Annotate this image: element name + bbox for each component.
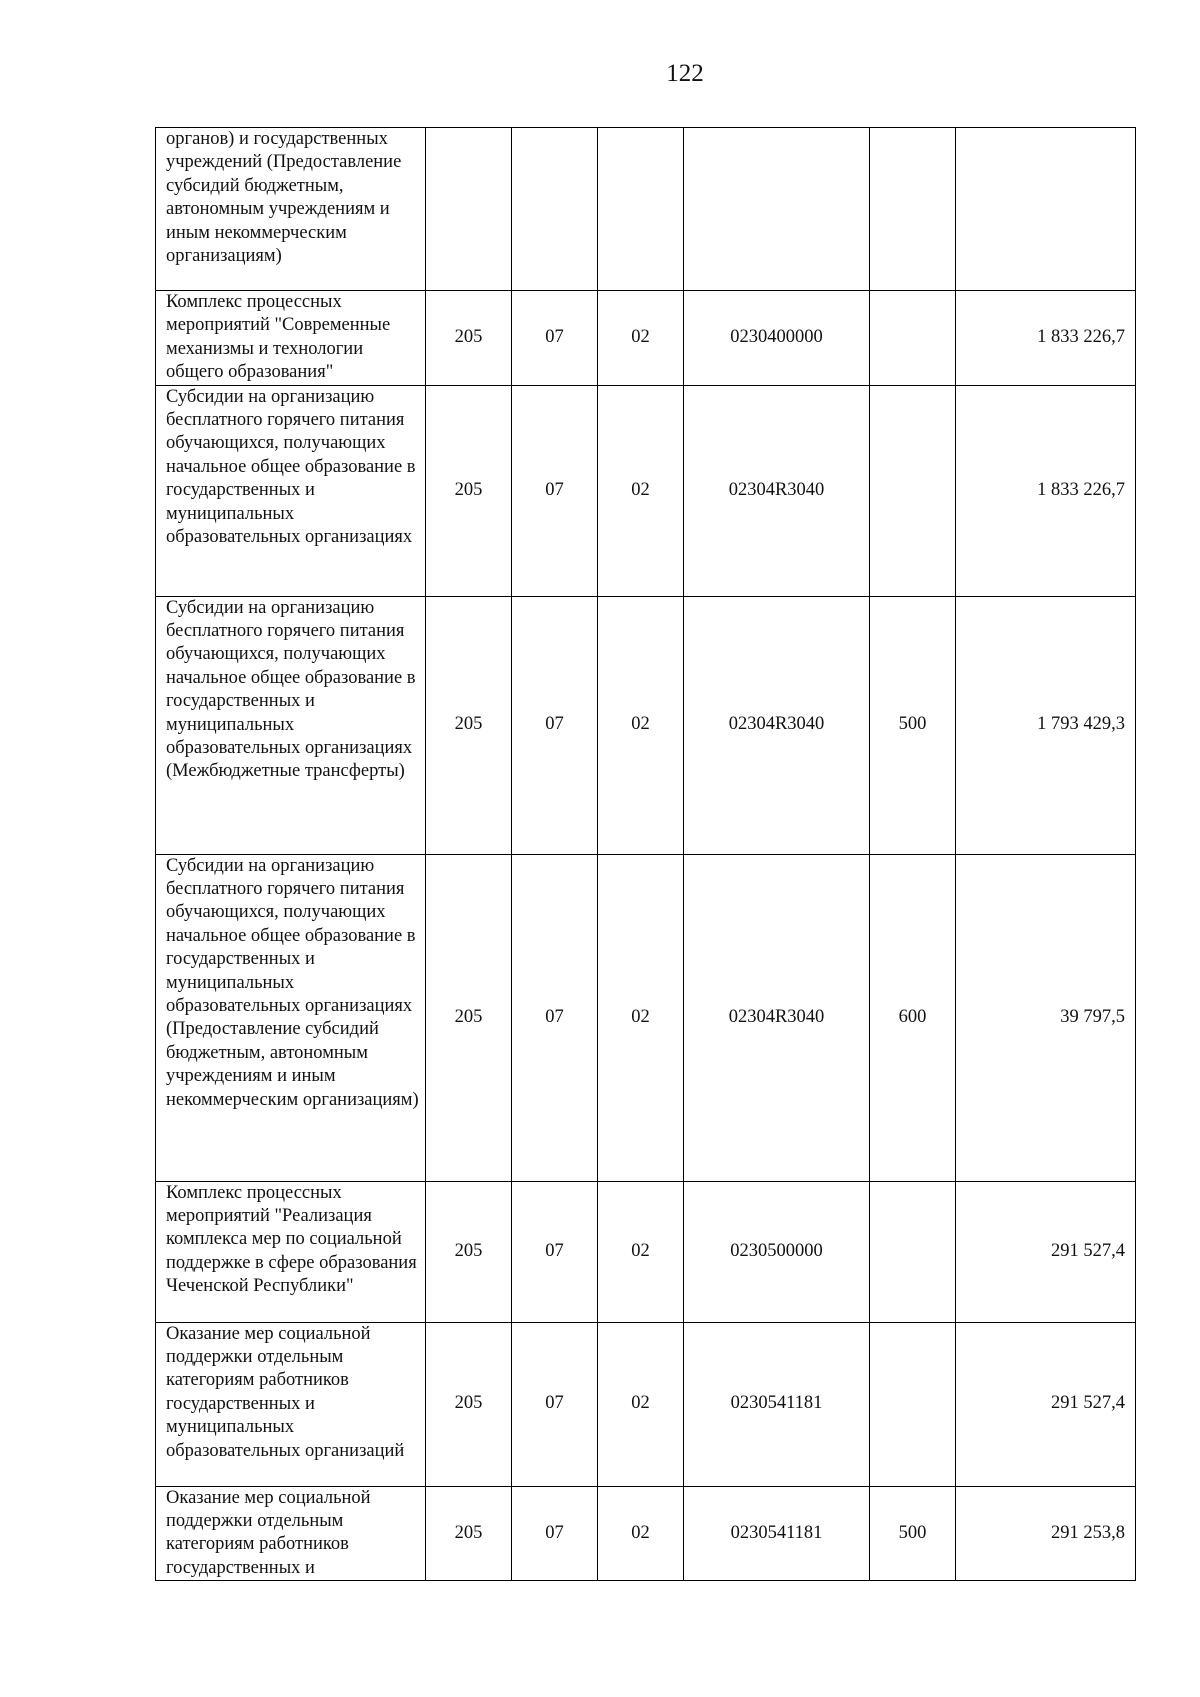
row-rz: 07 [512, 385, 598, 596]
row-rz: 07 [512, 1322, 598, 1486]
page-number: 122 [666, 60, 704, 87]
row-ved: 205 [426, 596, 512, 854]
row-vr: 500 [870, 596, 956, 854]
row-ved: 205 [426, 1181, 512, 1322]
row-vr: 600 [870, 854, 956, 1181]
table-row [156, 1322, 1136, 1486]
table-row [156, 385, 1136, 596]
row-pr: 02 [598, 1181, 684, 1322]
row-vr: 500 [870, 1486, 956, 1581]
row-name: Субсидии на организацию бесплатного горячего питания обучающихся, получающих начальное общее образование в государственных и муниципальных образовательных организациях (Межбюджетные трансферты) [156, 596, 426, 854]
row-vr [870, 385, 956, 596]
row-name: Оказание мер социальной поддержки отдельным категориям работников государственных и муниципальных образовательных организаций [156, 1322, 426, 1486]
row-pr [598, 128, 684, 291]
row-rz: 07 [512, 1181, 598, 1322]
row-vr [870, 291, 956, 386]
row-ved: 205 [426, 385, 512, 596]
row-vr [870, 1322, 956, 1486]
row-name: Комплекс процессных мероприятий "Реализация комплекса мер по социальной поддержке в сфере образования Чеченской Республики" [156, 1181, 426, 1322]
row-sum: 291 527,4 [956, 1322, 1136, 1486]
row-vr [870, 128, 956, 291]
row-rz: 07 [512, 291, 598, 386]
row-sum: 39 797,5 [956, 854, 1136, 1181]
row-sum: 291 253,8 [956, 1486, 1136, 1581]
row-name: Субсидии на организацию бесплатного горячего питания обучающихся, получающих начальное общее образование в государственных и муниципальных образовательных организациях (Предоставление субсидий бюджетным, автономным учреждениям и иным некоммерческим организациям) [156, 854, 426, 1181]
row-csr: 0230500000 [684, 1181, 870, 1322]
row-csr: 0230541181 [684, 1486, 870, 1581]
table-row [156, 1181, 1136, 1322]
table-row [156, 128, 1136, 291]
row-pr: 02 [598, 596, 684, 854]
row-csr: 02304R3040 [684, 596, 870, 854]
row-name: Оказание мер социальной поддержки отдельным категориям работников государственных и [156, 1486, 426, 1581]
row-name: органов) и государственных учреждений (Предоставление субсидий бюджетным, автономным учреждениям и иным некоммерческим организациям) [156, 128, 426, 291]
row-csr: 0230541181 [684, 1322, 870, 1486]
row-pr: 02 [598, 291, 684, 386]
row-pr: 02 [598, 385, 684, 596]
table-row [156, 854, 1136, 1181]
row-ved: 205 [426, 1486, 512, 1581]
budget-table [155, 127, 1136, 1581]
row-csr [684, 128, 870, 291]
row-rz: 07 [512, 596, 598, 854]
row-ved: 205 [426, 1322, 512, 1486]
row-sum: 1 793 429,3 [956, 596, 1136, 854]
row-rz [512, 128, 598, 291]
row-vr [870, 1181, 956, 1322]
row-sum [956, 128, 1136, 291]
row-pr: 02 [598, 1322, 684, 1486]
row-sum: 1 833 226,7 [956, 385, 1136, 596]
row-sum: 1 833 226,7 [956, 291, 1136, 386]
row-sum: 291 527,4 [956, 1181, 1136, 1322]
row-csr: 0230400000 [684, 291, 870, 386]
row-csr: 02304R3040 [684, 854, 870, 1181]
row-ved [426, 128, 512, 291]
row-ved: 205 [426, 854, 512, 1181]
row-pr: 02 [598, 1486, 684, 1581]
row-name: Субсидии на организацию бесплатного горячего питания обучающихся, получающих начальное общее образование в государственных и муниципальных образовательных организациях [156, 385, 426, 596]
row-name: Комплекс процессных мероприятий "Современные механизмы и технологии общего образования" [156, 291, 426, 386]
table-row [156, 596, 1136, 854]
row-pr: 02 [598, 854, 684, 1181]
row-ved: 205 [426, 291, 512, 386]
table-row [156, 291, 1136, 386]
row-rz: 07 [512, 854, 598, 1181]
row-csr: 02304R3040 [684, 385, 870, 596]
table-row [156, 1486, 1136, 1581]
row-rz: 07 [512, 1486, 598, 1581]
